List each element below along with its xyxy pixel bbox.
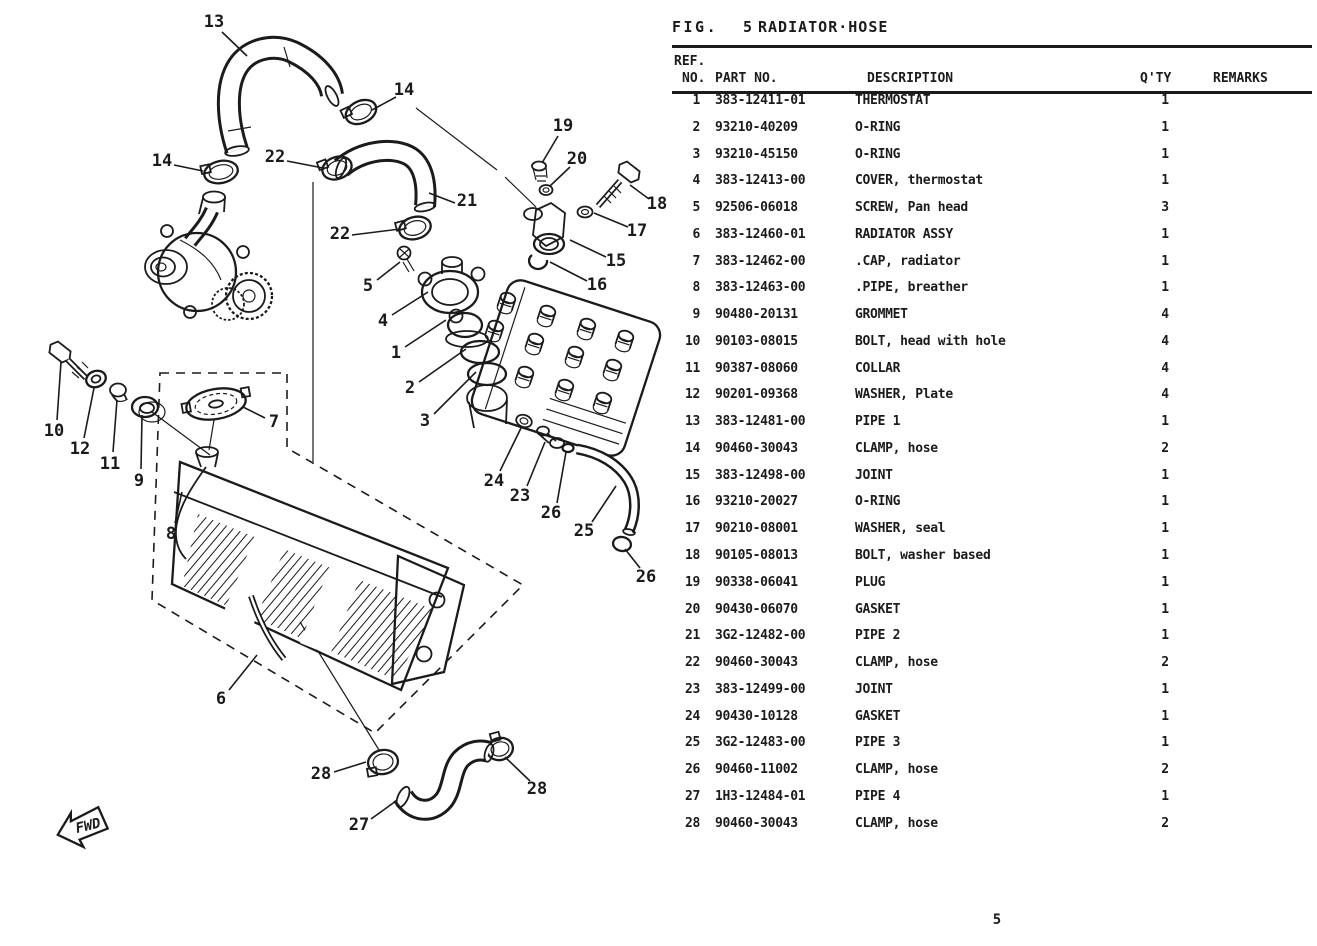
cell-desc: THERMOSTAT: [855, 93, 931, 108]
cell-ref: 22: [684, 655, 700, 671]
table-row: [672, 570, 1314, 597]
callout-22: 22: [329, 224, 351, 244]
cell-qty: 1: [1161, 226, 1169, 242]
cell-desc: BOLT, washer based: [855, 548, 991, 564]
leader-line: [592, 486, 616, 522]
callout-28: 28: [526, 779, 548, 799]
cell-ref: 9: [692, 307, 700, 323]
cell-part: 3G2-12483-00: [715, 735, 806, 751]
cell-remarks: [1195, 650, 1314, 677]
leader-line: [174, 165, 203, 171]
cell-part: 1H3-12484-01: [715, 788, 806, 804]
cell-desc: PLUG: [855, 574, 886, 590]
table-row: [672, 302, 1314, 329]
cell-desc: JOINT: [855, 467, 893, 483]
leader-line: [141, 415, 142, 469]
cell-desc: BOLT, head with hole: [855, 333, 1006, 349]
callout-26: 26: [635, 567, 657, 587]
cell-qty: 4: [1161, 307, 1169, 323]
table-row: [672, 650, 1314, 677]
cell-desc: SCREW, Pan head: [855, 200, 968, 216]
cell-desc: CLAMP, hose: [855, 815, 938, 831]
leader-line: [625, 549, 640, 568]
cell-remarks: [1195, 597, 1314, 624]
callout-28: 28: [310, 764, 332, 784]
cell-remarks: [1195, 88, 1314, 115]
callout-21: 21: [456, 191, 478, 211]
cell-remarks: [1195, 436, 1314, 463]
cell-remarks: [1195, 275, 1314, 302]
cell-desc: PIPE 1: [855, 414, 901, 430]
cell-ref: 25: [684, 735, 700, 751]
cell-qty: 1: [1161, 253, 1169, 269]
table-row: [672, 329, 1314, 356]
table-row: [672, 463, 1314, 490]
header-qty: Q'TY: [1140, 71, 1172, 86]
fwd-label: FWD: [74, 815, 103, 837]
cell-ref: 16: [684, 494, 700, 510]
cell-part: 90387-08060: [715, 360, 798, 376]
header-no: NO.: [682, 71, 706, 86]
title-rule: [672, 45, 1312, 48]
leader-line: [405, 320, 446, 347]
callout-13: 13: [203, 12, 225, 32]
thermostat-group: [398, 247, 508, 429]
cell-part: 3G2-12482-00: [715, 628, 806, 644]
pipe-4-hose: [394, 743, 495, 810]
leader-line: [392, 292, 428, 315]
table-row: [672, 115, 1314, 142]
leader-line: [505, 757, 530, 781]
callout-26: 26: [540, 503, 562, 523]
cell-qty: 3: [1161, 200, 1169, 216]
table-row: [672, 623, 1314, 650]
cell-ref: 3: [692, 146, 700, 162]
table-row: [672, 249, 1314, 276]
table-row: [672, 784, 1314, 811]
callout-10: 10: [43, 421, 65, 441]
cell-ref: 10: [684, 333, 700, 349]
cell-desc: JOINT: [855, 681, 893, 697]
callout-25: 25: [573, 521, 595, 541]
callout-17: 17: [626, 221, 648, 241]
table-row: [672, 516, 1314, 543]
leader-line: [550, 262, 587, 281]
callout-12: 12: [69, 439, 91, 459]
cell-ref: 15: [684, 467, 700, 483]
cell-qty: 1: [1161, 788, 1169, 804]
cell-desc: GASKET: [855, 601, 901, 617]
cell-desc: O-RING: [855, 146, 901, 162]
leader-line: [113, 400, 117, 452]
cell-ref: 12: [684, 387, 700, 403]
cell-desc: .CAP, radiator: [855, 253, 961, 269]
cell-remarks: [1195, 623, 1314, 650]
cell-qty: 4: [1161, 387, 1169, 403]
table-row: [672, 222, 1314, 249]
table-row: [672, 811, 1314, 838]
cell-ref: 6: [692, 226, 700, 242]
cell-qty: 1: [1161, 494, 1169, 510]
cell-qty: 2: [1161, 440, 1169, 456]
leader-line: [57, 362, 61, 420]
table-row: [672, 275, 1314, 302]
cell-desc: CLAMP, hose: [855, 655, 938, 671]
leader-line: [550, 167, 570, 186]
table-row: [672, 382, 1314, 409]
cell-remarks: [1195, 516, 1314, 543]
table-row: [672, 356, 1314, 383]
cell-part: 90460-30043: [715, 655, 798, 671]
table-row: [672, 142, 1314, 169]
cell-remarks: [1195, 757, 1314, 784]
cell-desc: CLAMP, hose: [855, 440, 938, 456]
table-row: [672, 195, 1314, 222]
cell-desc: O-RING: [855, 119, 901, 135]
cell-remarks: [1195, 222, 1314, 249]
mount-hardware: [46, 339, 165, 422]
table-row: [672, 597, 1314, 624]
cell-ref: 4: [692, 173, 700, 189]
cell-qty: 1: [1161, 146, 1169, 162]
cell-remarks: [1195, 730, 1314, 757]
table-row: [672, 730, 1314, 757]
cell-qty: 1: [1161, 521, 1169, 537]
callout-6: 6: [215, 689, 227, 709]
cell-remarks: [1195, 302, 1314, 329]
cell-qty: 1: [1161, 601, 1169, 617]
cell-ref: 24: [684, 708, 700, 724]
table-row: [672, 88, 1314, 115]
leader-line: [84, 388, 94, 438]
cell-part: 90210-08001: [715, 521, 798, 537]
cell-part: 90460-30043: [715, 815, 798, 831]
callout-16: 16: [586, 275, 608, 295]
header-part-no: PART NO.: [715, 71, 778, 86]
cell-part: 90201-09368: [715, 387, 798, 403]
callout-4: 4: [377, 311, 389, 331]
cell-remarks: [1195, 463, 1314, 490]
table-row: [672, 704, 1314, 731]
cell-desc: WASHER, Plate: [855, 387, 953, 403]
callout-9: 9: [133, 471, 145, 491]
cell-desc: GASKET: [855, 708, 901, 724]
cell-qty: 1: [1161, 119, 1169, 135]
cell-part: 383-12460-01: [715, 226, 806, 242]
figure-number: 5: [743, 18, 753, 36]
callout-7: 7: [268, 412, 280, 432]
cell-qty: 1: [1161, 93, 1169, 108]
water-pump: [145, 192, 272, 321]
leader-line: [243, 407, 265, 418]
header-description: DESCRIPTION: [867, 71, 954, 86]
callout-2: 2: [404, 378, 416, 398]
callout-19: 19: [552, 116, 574, 136]
cell-part: 92506-06018: [715, 200, 798, 216]
callout-20: 20: [566, 149, 588, 169]
cell-remarks: [1195, 142, 1314, 169]
cell-qty: 1: [1161, 173, 1169, 189]
callout-14: 14: [151, 151, 173, 171]
cell-ref: 21: [684, 628, 700, 644]
cell-remarks: [1195, 115, 1314, 142]
pipe-1-hose: [224, 47, 341, 158]
cell-desc: COVER, thermostat: [855, 173, 983, 189]
cell-part: 383-12463-00: [715, 280, 806, 296]
leader-line: [557, 452, 566, 503]
cell-qty: 1: [1161, 414, 1169, 430]
leader-line: [594, 213, 628, 227]
cell-part: 383-12413-00: [715, 173, 806, 189]
cell-part: 383-12462-00: [715, 253, 806, 269]
page-number: 5: [992, 912, 1002, 928]
cell-part: 383-12481-00: [715, 414, 806, 430]
table-row: [672, 409, 1314, 436]
cell-remarks: [1195, 249, 1314, 276]
leader-line: [570, 240, 606, 257]
callout-15: 15: [605, 251, 627, 271]
leader-line: [229, 655, 257, 690]
cell-ref: 23: [684, 681, 700, 697]
cell-remarks: [1195, 329, 1314, 356]
cell-remarks: [1195, 356, 1314, 383]
cell-desc: CLAMP, hose: [855, 762, 938, 778]
table-row: [672, 489, 1314, 516]
cell-ref: 8: [692, 280, 700, 296]
cell-ref: 19: [684, 574, 700, 590]
header-remarks: REMARKS: [1213, 71, 1268, 86]
fwd-arrow: [53, 805, 110, 852]
cell-part: 90480-20131: [715, 307, 798, 323]
cell-part: 90430-10128: [715, 708, 798, 724]
leader-line: [371, 801, 396, 819]
leader-line: [419, 349, 466, 382]
cell-remarks: [1195, 784, 1314, 811]
cell-remarks: [1195, 677, 1314, 704]
cell-ref: 13: [684, 414, 700, 430]
cell-desc: WASHER, seal: [855, 521, 946, 537]
parts-table: [672, 12, 1314, 932]
leader-line: [334, 762, 366, 772]
cell-qty: 1: [1161, 735, 1169, 751]
cell-ref: 28: [684, 815, 700, 831]
cell-ref: 20: [684, 601, 700, 617]
table-row: [672, 543, 1314, 570]
cell-ref: 5: [692, 200, 700, 216]
cell-qty: 4: [1161, 360, 1169, 376]
leader-line: [527, 442, 545, 486]
cell-qty: 1: [1161, 681, 1169, 697]
cell-desc: PIPE 2: [855, 628, 901, 644]
cell-desc: COLLAR: [855, 360, 901, 376]
cell-part: 90430-06070: [715, 601, 798, 617]
cell-ref: 1: [692, 93, 700, 108]
parts-rows: [672, 88, 1314, 837]
callout-8: 8: [165, 524, 177, 544]
cell-qty: 1: [1161, 708, 1169, 724]
cell-qty: 2: [1161, 815, 1169, 831]
callout-5: 5: [362, 276, 374, 296]
cell-desc: O-RING: [855, 494, 901, 510]
cell-part: 93210-45150: [715, 146, 798, 162]
cell-ref: 2: [692, 119, 700, 135]
cell-qty: 1: [1161, 548, 1169, 564]
cell-part: 90105-08013: [715, 548, 798, 564]
callout-24: 24: [483, 471, 505, 491]
header-ref: REF.: [674, 54, 706, 69]
callout-14: 14: [393, 80, 415, 100]
cell-qty: 4: [1161, 333, 1169, 349]
table-row: [672, 168, 1314, 195]
leader-line: [500, 428, 521, 471]
cell-ref: 18: [684, 548, 700, 564]
callout-18: 18: [646, 194, 668, 214]
cell-part: 383-12411-01: [715, 93, 806, 108]
cell-qty: 1: [1161, 280, 1169, 296]
figure-label: FIG.: [672, 18, 719, 36]
cell-qty: 2: [1161, 655, 1169, 671]
callout-27: 27: [348, 815, 370, 835]
leader-line: [377, 262, 400, 280]
leader-line: [542, 136, 558, 163]
cell-remarks: [1195, 543, 1314, 570]
callout-11: 11: [99, 454, 121, 474]
cell-part: 90103-08015: [715, 333, 798, 349]
cell-ref: 11: [684, 360, 700, 376]
radiator-cap: [180, 383, 253, 425]
cell-remarks: [1195, 704, 1314, 731]
engine-block: [468, 277, 663, 460]
page-title: RADIATOR·HOSE: [758, 18, 889, 36]
cell-qty: 1: [1161, 467, 1169, 483]
cell-remarks: [1195, 570, 1314, 597]
cell-part: 90460-30043: [715, 440, 798, 456]
cell-remarks: [1195, 811, 1314, 838]
cell-ref: 27: [684, 788, 700, 804]
callout-22: 22: [264, 147, 286, 167]
cell-part: 93210-20027: [715, 494, 798, 510]
cell-part: 90460-11002: [715, 762, 798, 778]
cell-desc: .PIPE, breather: [855, 280, 968, 296]
callout-3: 3: [419, 411, 431, 431]
cell-ref: 14: [684, 440, 700, 456]
cell-qty: 1: [1161, 574, 1169, 590]
cell-part: 93210-40209: [715, 119, 798, 135]
table-row: [672, 757, 1314, 784]
table-row: [672, 436, 1314, 463]
cell-part: 383-12498-00: [715, 467, 806, 483]
table-row: [672, 677, 1314, 704]
cell-ref: 7: [692, 253, 700, 269]
cell-qty: 1: [1161, 628, 1169, 644]
cell-part: 383-12499-00: [715, 681, 806, 697]
cell-remarks: [1195, 195, 1314, 222]
cell-desc: GROMMET: [855, 307, 908, 323]
callout-23: 23: [509, 486, 531, 506]
cell-ref: 26: [684, 762, 700, 778]
cell-desc: RADIATOR ASSY: [855, 226, 953, 242]
cell-remarks: [1195, 382, 1314, 409]
cell-ref: 17: [684, 521, 700, 537]
cell-desc: PIPE 3: [855, 735, 901, 751]
cell-qty: 2: [1161, 762, 1169, 778]
cell-remarks: [1195, 168, 1314, 195]
cell-desc: PIPE 4: [855, 788, 901, 804]
cell-part: 90338-06041: [715, 574, 798, 590]
callout-1: 1: [390, 343, 402, 363]
cell-remarks: [1195, 489, 1314, 516]
leader-line: [352, 229, 400, 235]
cell-remarks: [1195, 409, 1314, 436]
